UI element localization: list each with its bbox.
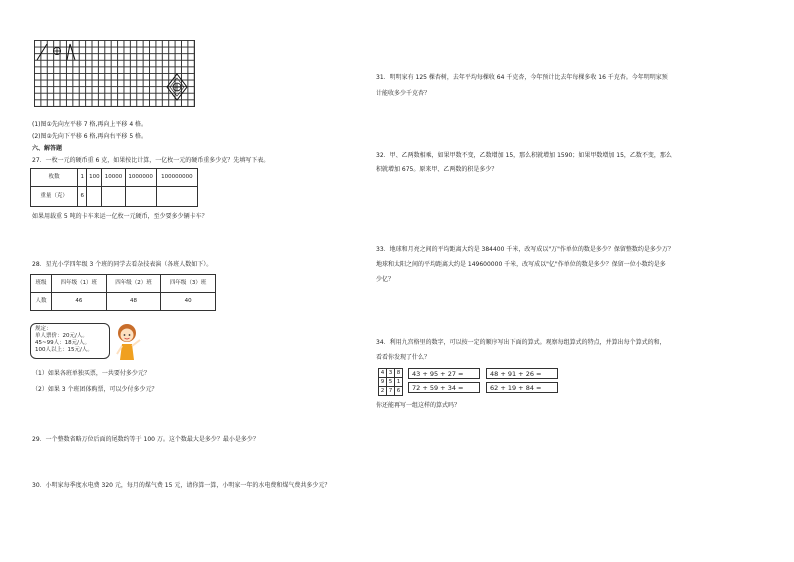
question-27: 27．一枚一元的硬币重 6 克，如果按比计算，一亿枚一元的硬币重多少克？先填写下表。 xyxy=(32,157,270,164)
q27-cell[interactable] xyxy=(125,187,156,207)
question-34-line1: 34．利用九宫格里的数字，可以按一定的顺序写出下面的算式。观察每组算式的特点，并算出每个算式的和， xyxy=(376,339,666,346)
q28-part-2: （2）如果 3 个班团体购票，可以少付多少元？ xyxy=(32,386,158,393)
nine-grid-cell: 9 xyxy=(379,378,387,387)
q28-part-1: （1）如果各班单独买票，一共要付多少元？ xyxy=(32,370,150,377)
price-rule: 100人以上：15元/人。 xyxy=(35,347,93,354)
q28-cell: 四年级（3）班 xyxy=(161,275,216,293)
grid-task-2: (2)图②先向下平移 6 格,再向右平移 5 格。 xyxy=(32,133,148,140)
q28-cell: 四年级（1）班 xyxy=(52,275,107,293)
equation-box[interactable]: 48 + 91 + 26 = xyxy=(486,368,558,379)
q27-cell[interactable] xyxy=(87,187,102,207)
nine-grid-cell: 2 xyxy=(379,387,387,396)
question-33-line3: 少亿？ xyxy=(376,276,395,283)
question-34-line2: 看看你发现了什么？ xyxy=(376,354,431,361)
q27-cell: 1 xyxy=(78,169,87,187)
question-33-line2: 地球和太阳之间的平均距离大约是 149600000 千米，改写成以"亿"作单位的数是多少？保留一位小数约是多 xyxy=(376,261,666,268)
price-rule: 单人票价：20元/人。 xyxy=(35,333,88,340)
grid-task-1: (1)图①先向左平移 7 格,再向上平移 4 格。 xyxy=(32,121,148,128)
girl-illustration xyxy=(112,322,144,362)
price-rules-box xyxy=(30,323,110,359)
nine-grid-cell: 3 xyxy=(387,369,395,378)
q34-follow-up: 你还能再写一组这样的算式吗？ xyxy=(376,402,461,409)
q28-cell: 40 xyxy=(161,293,216,311)
q27-cell: 10000 xyxy=(102,169,125,187)
equation-box[interactable]: 62 + 19 + 84 = xyxy=(486,382,558,393)
nine-grid-cell: 7 xyxy=(387,387,395,396)
q27-cell[interactable] xyxy=(156,187,197,207)
nine-grid-cell: 5 xyxy=(387,378,395,387)
question-29: 29．一个整数省略万位后面的尾数约等于 100 万。这个数最大是多少？最小是多少？ xyxy=(32,436,259,443)
nine-grid xyxy=(378,368,403,396)
nine-grid-cell: 1 xyxy=(395,378,403,387)
q27-cell[interactable] xyxy=(102,187,125,207)
q28-table xyxy=(30,274,216,311)
nine-grid-cell: 6 xyxy=(395,387,403,396)
q28-cell: 班级 xyxy=(31,275,52,293)
q27-cell: 重量（克） xyxy=(31,187,78,207)
q27-cell: 100 xyxy=(87,169,102,187)
nine-grid-cell: 8 xyxy=(395,369,403,378)
question-30: 30．小明家每季度水电费 320 元，每月的煤气费 15 元，请你算一算，小明家一年的水电费和煤气费共多少元？ xyxy=(32,482,331,489)
section-heading: 六、解答题 xyxy=(32,145,63,152)
q27-cell: 100000000 xyxy=(156,169,197,187)
price-rule: 45~99人：18元/人。 xyxy=(35,340,90,347)
q27-cell: 1000000 xyxy=(125,169,156,187)
question-28: 28．星光小学四年级 3 个班的同学去看杂技表演（各班人数如下）。 xyxy=(32,261,213,268)
q28-cell: 人数 xyxy=(31,293,52,311)
nine-grid-cell: 4 xyxy=(379,369,387,378)
q28-cell: 46 xyxy=(52,293,107,311)
q28-cell: 48 xyxy=(106,293,161,311)
equation-box[interactable]: 43 + 95 + 27 = xyxy=(408,368,480,379)
q28-cell: 四年级（2）班 xyxy=(106,275,161,293)
question-31-line2: 计能收多少千克杏？ xyxy=(376,90,431,97)
q27-table xyxy=(30,168,198,207)
q27-cell: 6 xyxy=(78,187,87,207)
question-31-line1: 31．明明家有 125 棵杏树，去年平均每棵收 64 千克杏，今年预计比去年每棵多收 16 千克杏。今年明明家预 xyxy=(376,74,668,81)
q27-cell: 枚数 xyxy=(31,169,78,187)
grid-shapes xyxy=(34,40,195,107)
price-rule: 规定： xyxy=(35,326,52,332)
equation-box[interactable]: 72 + 59 + 34 = xyxy=(408,382,480,393)
question-32-line2: 积就增加 675。原来甲、乙两数的积是多少？ xyxy=(376,166,498,173)
q27-follow-up: 如果用载重 5 吨的卡车来运一亿枚一元硬币，至少要多少辆卡车？ xyxy=(32,213,208,220)
question-32-line1: 32．甲、乙两数相乘，如果甲数不变，乙数增加 15，那么积就增加 1590；如果甲数增加 15，乙数不变，那么 xyxy=(376,152,672,159)
question-33-line1: 33．地球和月亮之间的平均距离大约是 384400 千米，改写成以"万"作单位的数是多少？保留整数约是多少万？ xyxy=(376,246,674,253)
